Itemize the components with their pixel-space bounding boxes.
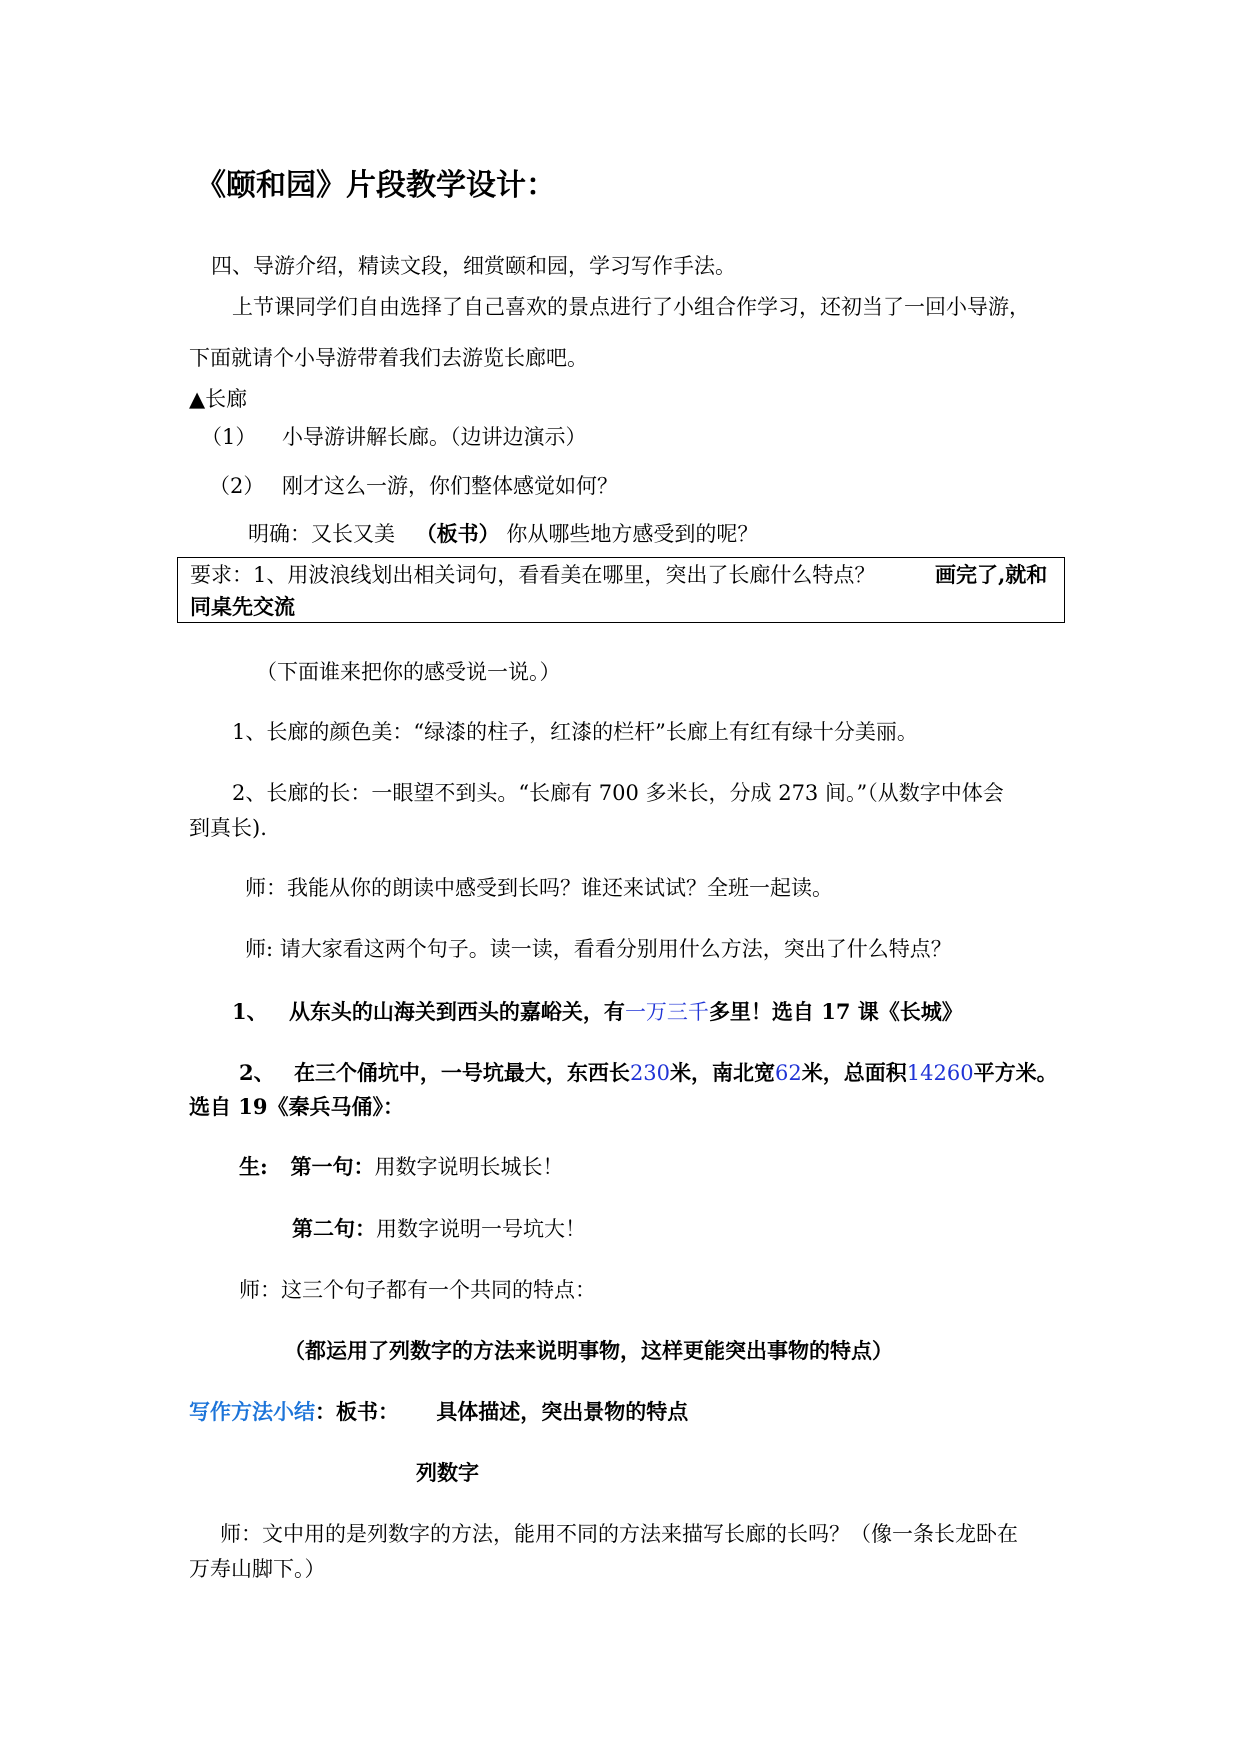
clarify-prefix: 明确：又长又美 xyxy=(248,522,395,546)
example-2-number-1: 230 xyxy=(629,1061,671,1085)
requirement-box xyxy=(177,557,1065,623)
example-1-highlight: 一万三千 xyxy=(624,1000,709,1024)
example-1-post: 多里！选自 17 课《长城》 xyxy=(708,999,963,1024)
example-1-pre: 从东头的山海关到西头的嘉峪关，有 xyxy=(288,999,625,1024)
teacher-remark-3: 师：这三个句子都有一个共同的特点： xyxy=(239,1278,596,1302)
scene-marker: ▲长廊 xyxy=(189,387,248,411)
board-note: （板书） xyxy=(415,521,500,546)
example-1-number: 1、 xyxy=(232,999,268,1024)
teacher-remark-4-line-1: 师：文中用的是列数字的方法，能用不同的方法来描写长廊的长吗？（像一条长龙卧在 xyxy=(220,1522,1018,1546)
share-prompt: （下面谁来把你的感受说一说。） xyxy=(256,660,561,684)
first-sentence-text: 用数字说明长城长！ xyxy=(374,1155,564,1179)
example-2-text-1: 在三个俑坑中，一号坑最大，东西长 xyxy=(293,1060,630,1085)
summary-board-label: ：板书： xyxy=(315,1399,399,1424)
step-2-text: 刚才这么一游，你们整体感觉如何？ xyxy=(282,474,618,498)
example-2-text-3: 米，总面积 xyxy=(801,1060,907,1085)
second-sentence-label: 第二句： xyxy=(292,1216,376,1241)
student-answer-1 xyxy=(239,1154,563,1180)
teacher-remark-1: 师：我能从你的朗读中感受到长吗？谁还来试试？全班一起读。 xyxy=(245,876,833,900)
example-2-number: 2、 xyxy=(239,1060,275,1085)
common-feature: （都运用了列数字的方法来说明事物，这样更能突出事物的特点） xyxy=(284,1338,893,1363)
intro-line-2: 下面就请个小导游带着我们去游览长廊吧。 xyxy=(189,346,588,370)
writing-method-summary xyxy=(189,1399,688,1425)
clarify-line xyxy=(248,521,758,547)
point-1: 1、长廊的颜色美：“绿漆的柱子，红漆的栏杆”长廊上有红有绿十分美丽。 xyxy=(232,720,918,744)
point-2-line-1: 2、长廊的长：一眼望不到头。“长廊有 700 多米长，分成 273 间。”（从数字中体会 xyxy=(232,781,1004,805)
student-label: 生: xyxy=(239,1154,268,1179)
example-2-number-3: 14260 xyxy=(906,1061,974,1085)
first-sentence-label: 第一句： xyxy=(290,1154,375,1179)
example-2-number-2: 62 xyxy=(775,1061,802,1085)
clarify-suffix: 你从哪些地方感受到的呢？ xyxy=(506,522,759,546)
step-2-number: （2） xyxy=(209,474,265,498)
second-sentence-text: 用数字说明一号坑大！ xyxy=(376,1217,586,1241)
summary-point: 具体描述，突出景物的特点 xyxy=(436,1399,689,1424)
student-answer-2 xyxy=(292,1216,586,1242)
section-heading: 四、导游介绍，精读文段，细赏颐和园，学习写作手法。 xyxy=(211,254,736,278)
teacher-remark-2: 师: 请大家看这两个句子。读一读，看看分别用什么方法，突出了什么特点？ xyxy=(245,937,952,961)
requirement-line-2: 同桌先交流 xyxy=(190,594,295,619)
teacher-remark-4-line-2: 万寿山脚下。） xyxy=(189,1557,326,1581)
example-2-source: 选自 19《秦兵马俑》： xyxy=(189,1094,405,1119)
requirement-bold-tail: 画完了,就和 xyxy=(935,562,1048,587)
page-title: 《颐和园》片段教学设计： xyxy=(196,168,556,203)
summary-label: 写作方法小结 xyxy=(189,1399,315,1424)
point-2-line-2: 到真长). xyxy=(189,816,267,840)
intro-line-1: 上节课同学们自由选择了自己喜欢的景点进行了小组合作学习，还初当了一回小导游， xyxy=(232,295,1030,319)
summary-method: 列数字 xyxy=(416,1460,479,1485)
example-sentence-2 xyxy=(239,1060,1058,1086)
example-2-text-2: 米，南北宽 xyxy=(670,1060,776,1085)
step-1-number: （1） xyxy=(201,425,257,449)
example-2-text-4: 平方米。 xyxy=(973,1060,1058,1085)
step-1-text: 小导游讲解长廊。（边讲边演示） xyxy=(282,425,587,449)
example-sentence-1 xyxy=(232,999,963,1025)
requirement-text: 要求：1、用波浪线划出相关词句，看看美在哪里，突出了长廊什么特点？ xyxy=(190,563,876,587)
